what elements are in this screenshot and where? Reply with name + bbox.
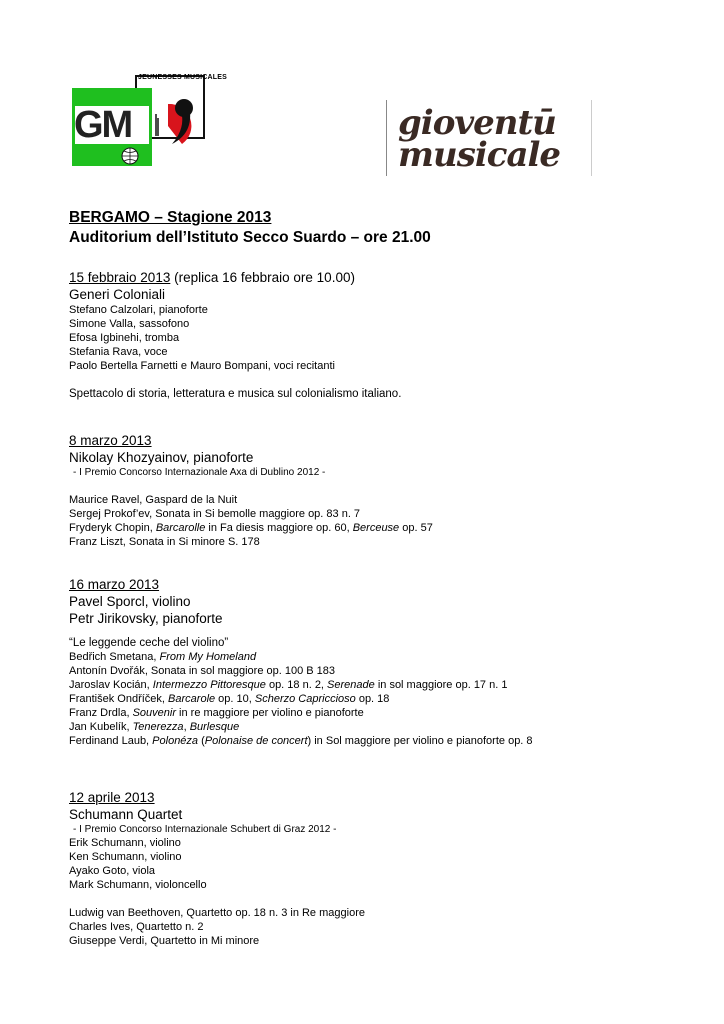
gioventu-musicale-logo bbox=[386, 100, 592, 176]
event-date: 15 febbraio 2013 bbox=[69, 270, 171, 285]
logo-word-musicale: musicale bbox=[398, 135, 561, 175]
jeunesses-musicales-text: JEUNESSES MUSICALES bbox=[138, 74, 227, 81]
event-award: - I Premio Concorso Internazionale Axa di Dublino 2012 - bbox=[73, 467, 326, 478]
program-item: Ferdinand Laub, Polonéza (Polonaise de concert) in Sol maggiore per violino e pianoforte op. 8 bbox=[69, 735, 533, 747]
event-title: Pavel Sporcl, violino bbox=[69, 594, 191, 609]
performer: Erik Schumann, violino bbox=[69, 837, 181, 849]
logo-divider-right bbox=[591, 100, 592, 176]
logo-divider bbox=[386, 100, 387, 176]
program-item: Jan Kubelík, Tenerezza, Burlesque bbox=[69, 721, 240, 733]
program-item: Fryderyk Chopin, Barcarolle in Fa diesis maggiore op. 60, Berceuse op. 57 bbox=[69, 522, 433, 534]
performer: Simone Valla, sassofono bbox=[69, 318, 190, 330]
performer: Ayako Goto, viola bbox=[69, 865, 156, 877]
logo-word-gioventu: gioventū bbox=[398, 103, 556, 143]
program-item: Bedřich Smetana, From My Homeland bbox=[69, 651, 257, 663]
event-3 bbox=[69, 576, 684, 748]
season-title: BERGAMO – Stagione 2013 bbox=[69, 209, 272, 226]
program-item: Maurice Ravel, Gaspard de la Nuit bbox=[69, 494, 238, 506]
event-subtitle: “Le leggende ceche del violino” bbox=[69, 637, 229, 649]
event-1 bbox=[69, 269, 684, 401]
event-title: Schumann Quartet bbox=[69, 807, 183, 822]
program-item: Ludwig van Beethoven, Quartetto op. 18 n. 3 in Re maggiore bbox=[69, 907, 365, 919]
event-date: 8 marzo 2013 bbox=[69, 433, 152, 448]
event-award: - I Premio Concorso Internazionale Schubert di Graz 2012 - bbox=[73, 824, 337, 835]
event-date: 12 aprile 2013 bbox=[69, 790, 155, 805]
event-title: Generi Coloniali bbox=[69, 287, 166, 302]
performer: Efosa Igbinehi, tromba bbox=[69, 332, 180, 344]
event-2 bbox=[69, 432, 684, 549]
program-item: Franz Drdla, Souvenir in re maggiore per violino e pianoforte bbox=[69, 707, 364, 719]
season-header bbox=[69, 208, 684, 248]
jeunesses-musicales-logo bbox=[72, 74, 227, 174]
event-date-line bbox=[69, 269, 684, 286]
program-item: František Ondříček, Barcarole op. 10, Scherzo Capriccioso op. 18 bbox=[69, 693, 390, 705]
event-date: 16 marzo 2013 bbox=[69, 577, 160, 592]
program-item: Antonín Dvořák, Sonata in sol maggiore op. 100 B 183 bbox=[69, 665, 336, 677]
program-item: Sergej Prokof’ev, Sonata in Si bemolle maggiore op. 83 n. 7 bbox=[69, 508, 361, 520]
event-title-2: Petr Jirikovsky, pianoforte bbox=[69, 611, 223, 626]
event-title: Nikolay Khozyainov, pianoforte bbox=[69, 450, 254, 465]
event-4 bbox=[69, 789, 684, 948]
program-item: Jaroslav Kocián, Intermezzo Pittoresque op. 18 n. 2, Serenade in sol maggiore op. 17 n. 1 bbox=[69, 679, 508, 691]
performer: Mark Schumann, violoncello bbox=[69, 879, 207, 891]
performer: Paolo Bertella Farnetti e Mauro Bompani, voci recitanti bbox=[69, 360, 335, 372]
performer: Ken Schumann, violino bbox=[69, 851, 182, 863]
performer: Stefano Calzolari, pianoforte bbox=[69, 304, 208, 316]
event-description: Spettacolo di storia, letteratura e musica sul colonialismo italiano. bbox=[69, 388, 402, 400]
program-item: Charles Ives, Quartetto n. 2 bbox=[69, 921, 204, 933]
program-item: Giuseppe Verdi, Quartetto in Mi minore bbox=[69, 935, 260, 947]
performer: Stefania Rava, voce bbox=[69, 346, 168, 358]
program-item: Franz Liszt, Sonata in Si minore S. 178 bbox=[69, 536, 260, 548]
event-date-note: (replica 16 febbraio ore 10.00) bbox=[170, 270, 355, 285]
gm-letters: GM bbox=[74, 104, 132, 146]
venue-title: Auditorium dell’Istituto Secco Suardo – ore 21.00 bbox=[69, 229, 431, 246]
